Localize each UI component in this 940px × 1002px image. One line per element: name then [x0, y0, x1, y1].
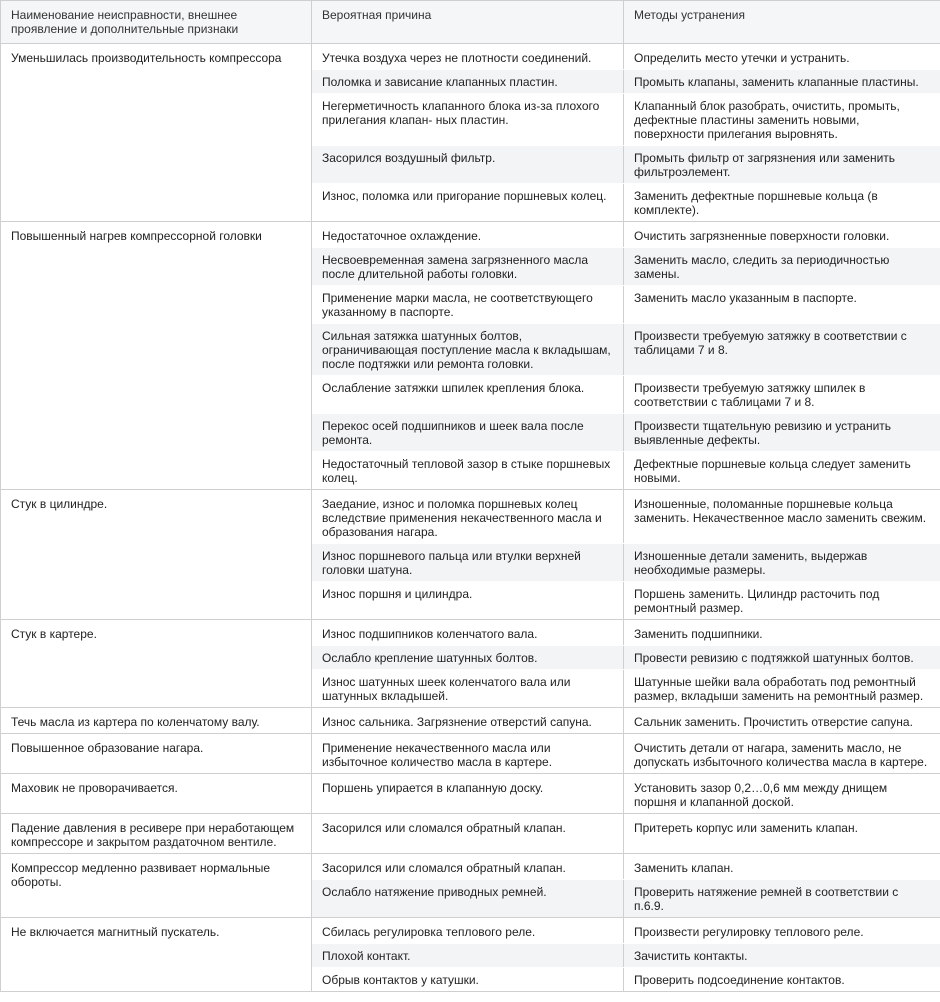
cause-cell: Обрыв контактов у катушки.: [312, 968, 624, 992]
fix-cell: Сальник заменить. Прочистить отверстие сапуна.: [624, 708, 940, 734]
cause-cell: Износ сальника. Загрязнение отверстий сапуна.: [312, 708, 624, 734]
fix-cell: Установить зазор 0,2…0,6 мм между днищем поршня и клапанной доской.: [624, 774, 940, 814]
fix-cell: Заменить дефектные поршневые кольца (в комплекте).: [624, 184, 940, 222]
table-header-row: [1, 1, 940, 44]
cause-cell: Засорился или сломался обратный клапан.: [312, 814, 624, 854]
cause-cell: Засорился воздушный фильтр.: [312, 146, 624, 184]
table-row: [1, 708, 940, 734]
symptom-cell: Компрессор медленно развивает нормальные обороты.: [1, 854, 312, 918]
cause-cell: Применение некачественного масла или избыточное количество масла в картере.: [312, 734, 624, 774]
fix-cell: Промыть клапаны, заменить клапанные пластины.: [624, 70, 940, 94]
table-row: [1, 734, 940, 774]
table-row: [1, 222, 940, 248]
fix-cell: Произвести тщательную ревизию и устранить выявленные дефекты.: [624, 414, 940, 452]
cause-cell: Сбилась регулировка теплового реле.: [312, 918, 624, 944]
fix-cell: Заменить подшипники.: [624, 620, 940, 646]
table-row: [1, 490, 940, 544]
cause-cell: Сильная затяжка шатунных болтов, ограничивающая поступление масла к вкладышам, после подтяжки или ремонта головки.: [312, 324, 624, 376]
fix-cell: Определить место утечки и устранить.: [624, 44, 940, 70]
fix-cell: Клапанный блок разобрать, очистить, промыть, дефектные пластины заменить новыми, поверхности прилегания выровнять.: [624, 94, 940, 146]
cause-cell: Ослабло натяжение приводных ремней.: [312, 880, 624, 918]
fix-cell: Заменить клапан.: [624, 854, 940, 880]
fix-cell: Зачистить контакты.: [624, 944, 940, 968]
table-row: [1, 814, 940, 854]
fix-cell: Поршень заменить. Цилиндр расточить под ремонтный размер.: [624, 582, 940, 620]
cause-cell: Износ шатунных шеек коленчатого вала или шатунных вкладышей.: [312, 670, 624, 708]
symptom-cell: Повышенный нагрев компрессорной головки: [1, 222, 312, 490]
cause-cell: Негерметичность клапанного блока из-за плохого прилегания клапан- ных пластин.: [312, 94, 624, 146]
fix-cell: Произвести требуемую затяжку шпилек в соответствии с таблицами 7 и 8.: [624, 376, 940, 414]
symptom-cell: Стук в картере.: [1, 620, 312, 708]
fix-cell: Дефектные поршневые кольца следует заменить новыми.: [624, 452, 940, 490]
symptom-cell: Падение давления в ресивере при неработающем компрессоре и закрытом раздаточном вентиле.: [1, 814, 312, 854]
cause-cell: Износ, поломка или пригорание поршневых колец.: [312, 184, 624, 222]
cause-cell: Износ поршня и цилиндра.: [312, 582, 624, 620]
fix-cell: Проверить натяжение ремней в соответствии с п.6.9.: [624, 880, 940, 918]
table-row: [1, 774, 940, 814]
cause-cell: Ослабло крепление шатунных болтов.: [312, 646, 624, 670]
symptom-cell: Уменьшилась производительность компрессора: [1, 44, 312, 222]
symptom-cell: Повышенное образование нагара.: [1, 734, 312, 774]
table-row: [1, 854, 940, 880]
cause-cell: Износ поршневого пальца или втулки верхней головки шатуна.: [312, 544, 624, 582]
cause-cell: Поршень упирается в клапанную доску.: [312, 774, 624, 814]
cause-cell: Засорился или сломался обратный клапан.: [312, 854, 624, 880]
cause-cell: Ослабление затяжки шпилек крепления блока.: [312, 376, 624, 414]
cause-cell: Заедание, износ и поломка поршневых колец вследствие применения некачественного масла и образования нагара.: [312, 490, 624, 544]
cause-cell: Несвоевременная замена загрязненного масла после длительной работы головки.: [312, 248, 624, 286]
fix-cell: Заменить масло, следить за периодичностью замены.: [624, 248, 940, 286]
cause-cell: Плохой контакт.: [312, 944, 624, 968]
cause-cell: Недостаточное охлаждение.: [312, 222, 624, 248]
symptom-cell: Маховик не проворачивается.: [1, 774, 312, 814]
fix-cell: Произвести требуемую затяжку в соответствии с таблицами 7 и 8.: [624, 324, 940, 376]
cause-cell: Поломка и зависание клапанных пластин.: [312, 70, 624, 94]
fix-cell: Шатунные шейки вала обработать под ремонтный размер, вкладыши заменить на ремонтный размер.: [624, 670, 940, 708]
fix-cell: Очистить детали от нагара, заменить масло, не допускать избыточного количества масла в картере.: [624, 734, 940, 774]
header-cause: Вероятная причина: [312, 1, 624, 44]
fix-cell: Притереть корпус или заменить клапан.: [624, 814, 940, 854]
header-fix: Методы устранения: [624, 1, 940, 44]
fix-cell: Произвести регулировку теплового реле.: [624, 918, 940, 944]
table-body: [1, 44, 940, 992]
symptom-cell: Течь масла из картера по коленчатому валу.: [1, 708, 312, 734]
table-row: [1, 44, 940, 70]
table-row: [1, 918, 940, 944]
cause-cell: Утечка воздуха через не плотности соединений.: [312, 44, 624, 70]
symptom-cell: Не включается магнитный пускатель.: [1, 918, 312, 992]
header-symptom: Наименование неисправности, внешнее проявление и дополнительные признаки: [1, 1, 312, 44]
cause-cell: Износ подшипников коленчатого вала.: [312, 620, 624, 646]
table-row: [1, 620, 940, 646]
fix-cell: Промыть фильтр от загрязнения или заменить фильтроэлемент.: [624, 146, 940, 184]
cause-cell: Недостаточный тепловой зазор в стыке поршневых колец.: [312, 452, 624, 490]
cause-cell: Применение марки масла, не соответствующего указанному в паспорте.: [312, 286, 624, 324]
fix-cell: Заменить масло указанным в паспорте.: [624, 286, 940, 324]
fix-cell: Провести ревизию с подтяжкой шатунных болтов.: [624, 646, 940, 670]
cause-cell: Перекос осей подшипников и шеек вала после ремонта.: [312, 414, 624, 452]
fix-cell: Проверить подсоединение контактов.: [624, 968, 940, 992]
fix-cell: Изношенные детали заменить, выдержав необходимые размеры.: [624, 544, 940, 582]
fix-cell: Изношенные, поломанные поршневые кольца заменить. Некачественное масло заменить свежим.: [624, 490, 940, 544]
symptom-cell: Стук в цилиндре.: [1, 490, 312, 620]
fix-cell: Очистить загрязненные поверхности головки.: [624, 222, 940, 248]
